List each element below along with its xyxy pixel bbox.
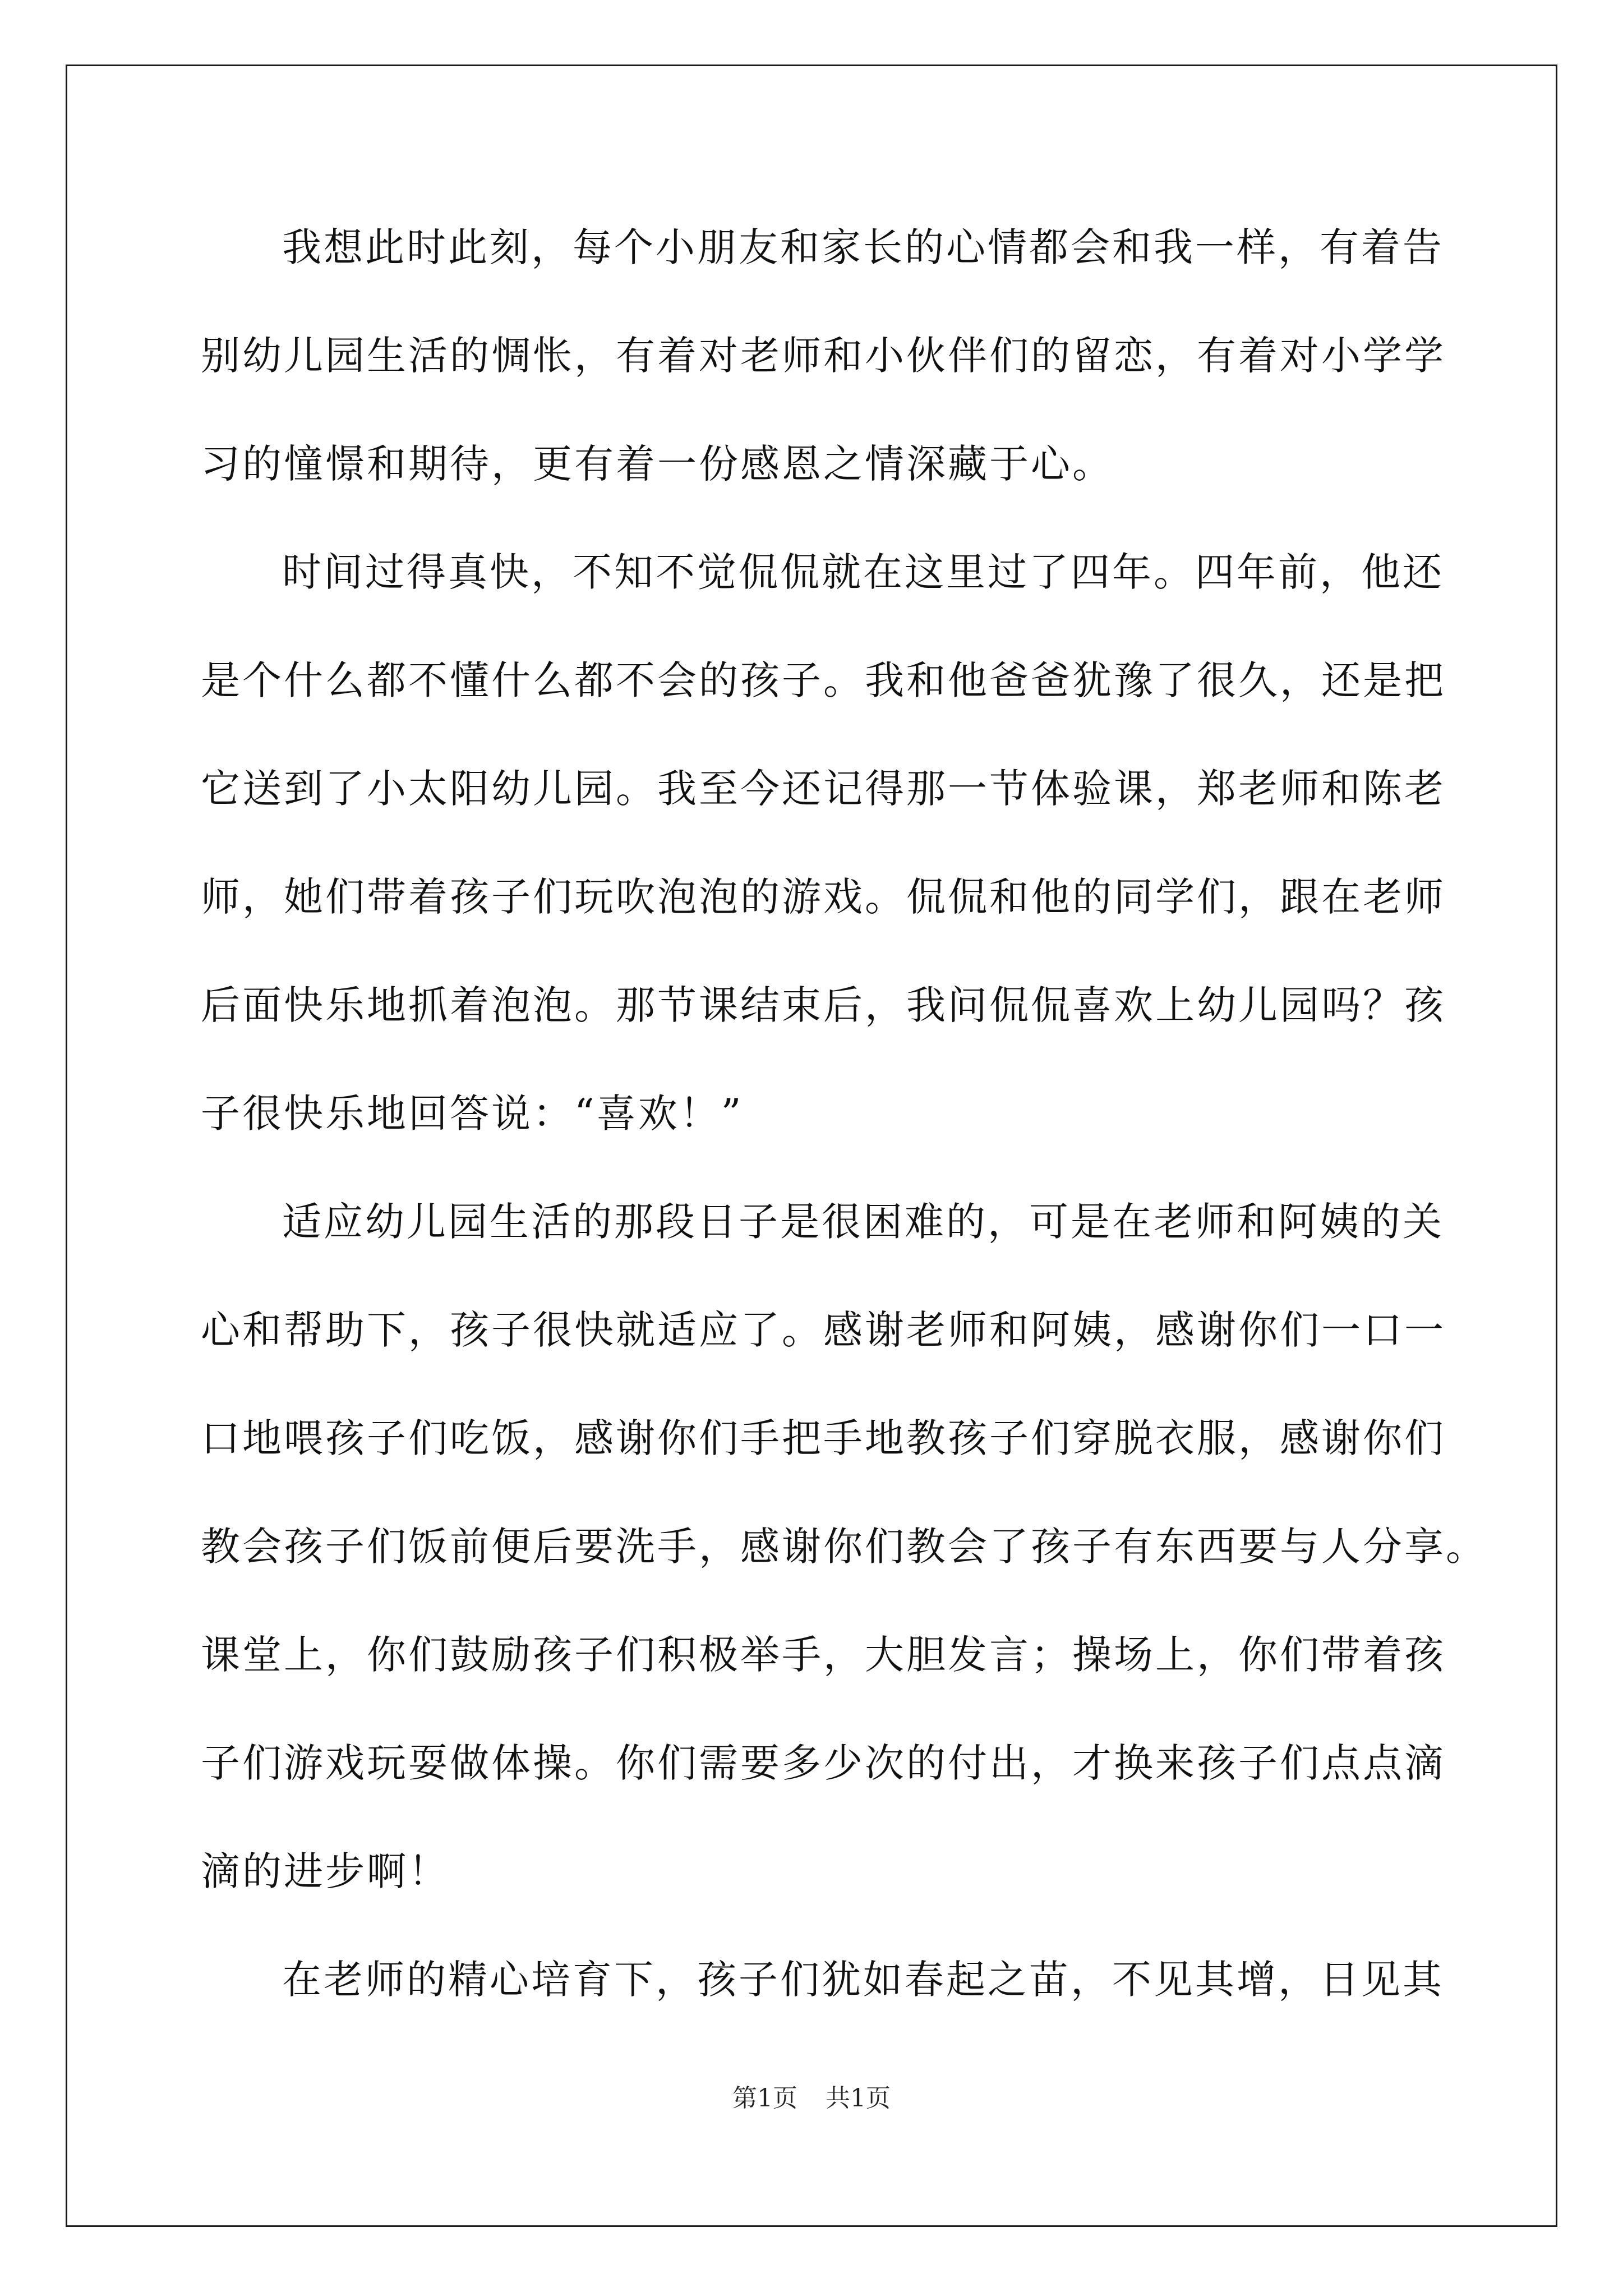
page-total: 共1页	[826, 2084, 891, 2113]
paragraph-line: 在老师的精心培育下，孩子们犹如春起之苗，不见其增，日见其	[282, 1957, 1444, 2003]
paragraph-line: 师，她们带着孩子们玩吹泡泡的游戏。侃侃和他的同学们，跟在老师	[201, 874, 1446, 920]
paragraph-line: 教会孩子们饭前便后要洗手，感谢你们教会了孩子有东西要与人分享。	[201, 1524, 1487, 1570]
paragraph-line: 子很快乐地回答说：“喜欢！”	[201, 1091, 744, 1137]
paragraph-line: 它送到了小太阳幼儿园。我至今还记得那一节体验课，郑老师和陈老	[201, 766, 1446, 812]
paragraph-line: 子们游戏玩耍做体操。你们需要多少次的付出，才换来孩子们点点滴	[201, 1740, 1446, 1786]
paragraph-line: 心和帮助下，孩子很快就适应了。感谢老师和阿姨，感谢你们一口一	[201, 1307, 1446, 1353]
paragraph-line: 后面快乐地抓着泡泡。那节课结束后，我问侃侃喜欢上幼儿园吗？孩	[201, 982, 1446, 1028]
paragraph-line: 我想此时此刻，每个小朋友和家长的心情都会和我一样，有着告	[282, 224, 1444, 270]
page-footer	[0, 2083, 1623, 2114]
paragraph-line: 别幼儿园生活的惆怅，有着对老师和小伙伴们的留恋，有着对小学学	[201, 333, 1446, 379]
paragraph-line: 口地喂孩子们吃饭，感谢你们手把手地教孩子们穿脱衣服，感谢你们	[201, 1415, 1446, 1461]
paragraph-line: 滴的进步啊！	[201, 1848, 450, 1894]
paragraph-line: 课堂上，你们鼓励孩子们积极举手，大胆发言；操场上，你们带着孩	[201, 1632, 1446, 1678]
paragraph-line: 习的憧憬和期待，更有着一份感恩之情深藏于心。	[201, 441, 1114, 487]
document-body	[201, 222, 1487, 2062]
paragraph-line: 适应幼儿园生活的那段日子是很困难的，可是在老师和阿姨的关	[282, 1199, 1444, 1245]
paragraph-line: 时间过得真快，不知不觉侃侃就在这里过了四年。四年前，他还	[282, 549, 1444, 595]
paragraph-line: 是个什么都不懂什么都不会的孩子。我和他爸爸犹豫了很久，还是把	[201, 657, 1446, 703]
page-number: 第1页	[732, 2084, 797, 2113]
